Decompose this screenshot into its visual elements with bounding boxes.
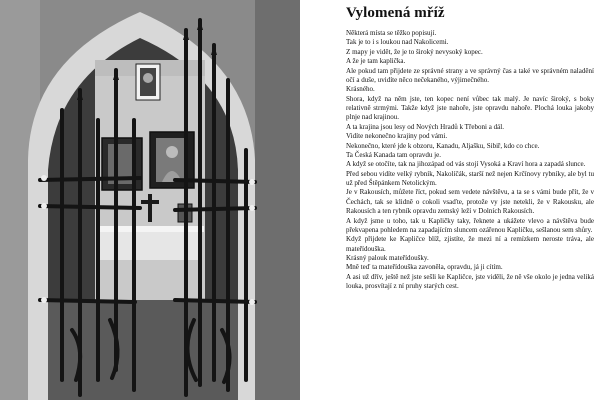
- paragraph: Mně teď ta mateřídouška zavoněla, opravdu, já ji cítím.: [346, 263, 503, 272]
- paragraph: Ta Česká Kanada tam opravdu je.: [346, 150, 441, 159]
- paragraph: Nekonečno, které jde k obzoru, Kanadu, Aljašku, Sibiř, kdo co chce.: [346, 141, 540, 150]
- paragraph: Je v Rakousích, můžete říct, pokud sem vedete návštěvu, a ta se s vámi bude přít, že v Čechách, tak se klidně o cokoli vsaďte, protože vy jste netekli, že v Rakousku, ale Rakousích a ten rybník opravdu zemský leží v Dolních Rakousích.: [346, 188, 594, 216]
- article: [346, 4, 594, 398]
- paragraph: A když jsme u toho, tak u Kapličky taky, řeknete a ukážete vlevo a návštěva bude překvapena pohledem na zapadajícím sluncem ozářenou Kapličku, sešlanou sem shůry.: [346, 216, 594, 234]
- paragraph: Před sebou vidíte velký rybník, Nakolíčák, starší než nejen Krčínovy rybníky, ale byl tu už před Štěpánkem Netolickým.: [346, 169, 594, 187]
- article-title: Vylomená mříž: [346, 5, 445, 21]
- paragraph: A když se otočíte, tak na jihozápad od vás stojí Vysoká a Kraví hora a zapadá slunce.: [346, 160, 586, 169]
- paragraph: A ta krajina jsou lesy od Nových Hradů k Třeboni a dál.: [346, 122, 504, 131]
- paragraph: Krásný palouk mateřídoušky.: [346, 254, 429, 262]
- paragraph: Ale pokud tam přijdete ze správné strany a ve správný čas a také ve správném naladění očí a duše, uvidíte něco nečekaného, výjimečného.: [346, 66, 594, 84]
- paragraph: Tak je to i s loukou nad Nakolicemi.: [346, 38, 449, 47]
- paragraph: Krásného.: [346, 85, 375, 94]
- paragraph: Z mapy je vidět, že je to široký nevysoký kopec.: [346, 47, 483, 56]
- paragraph: Některá místa se těžko popisují.: [346, 29, 437, 37]
- paragraph: A asi už dřív, ještě než jste sešli ke Kapličce, jste viděli, že ně vše okolo je jedna veliká louka, prosvítají z ní pruhy starých cest.: [346, 272, 594, 291]
- paragraph: Vidíte nekonečno krajiny pod vámi.: [346, 132, 448, 141]
- paragraph: Shora, když na něm jste, ten kopec není vůbec tak malý. Je navíc široký, s boky relativně strmými. Takže když jste nahoře, jste opravdu nahoře. Plochá louka jakoby plnje nad krajinou.: [346, 94, 594, 122]
- paragraph: A že je tam kaplička.: [346, 57, 406, 66]
- paragraph: Když přijdete ke Kapličce blíž, zjistíte, že mezi ní a remízkem neroste tráva, ale mateřídouška.: [346, 235, 594, 253]
